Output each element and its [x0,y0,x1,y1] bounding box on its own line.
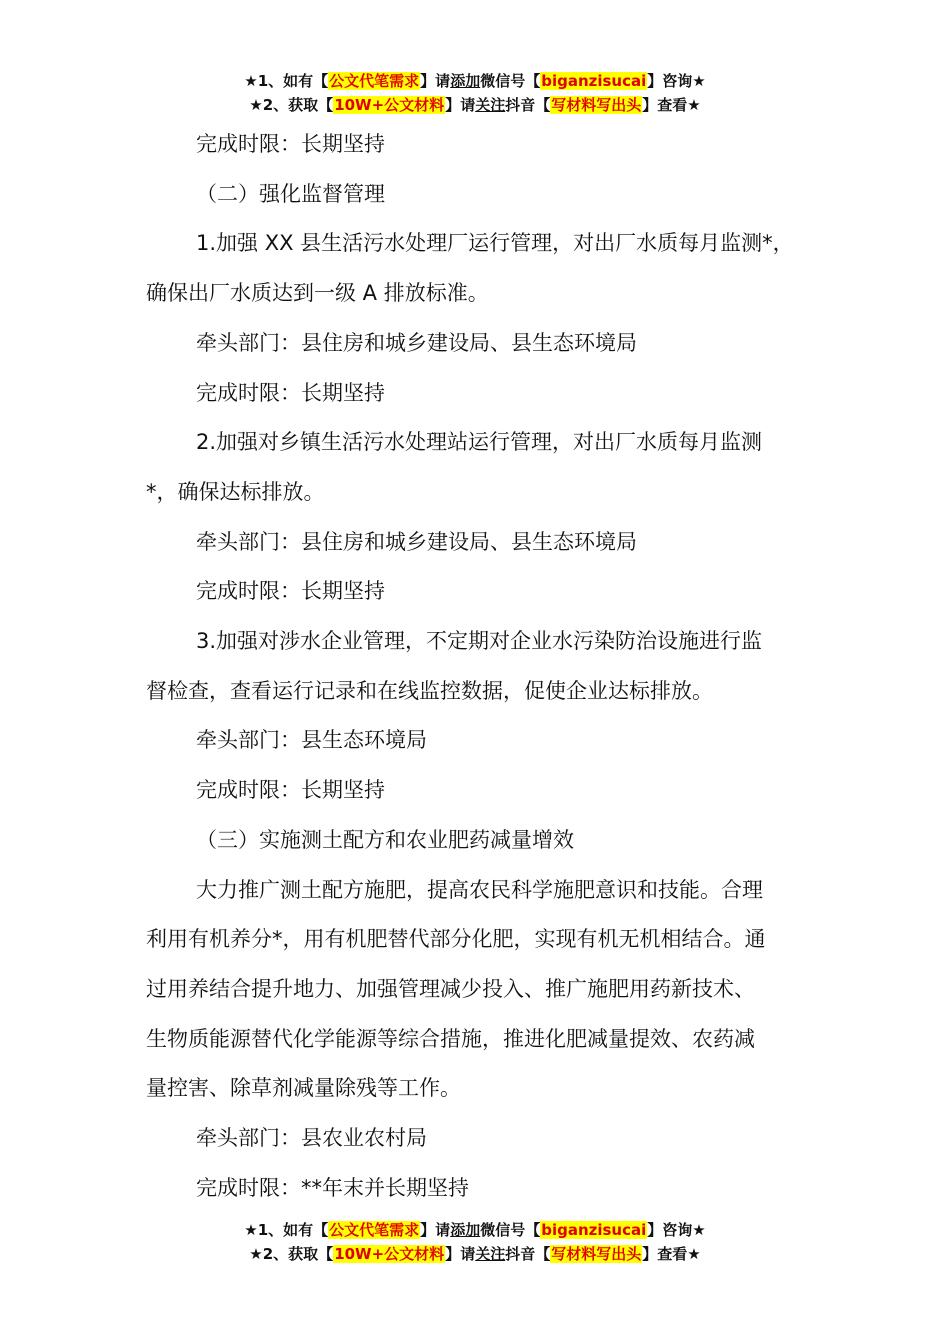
wechat-id: biganzisucai [541,72,647,90]
paragraph: 督检查，查看运行记录和在线监控数据，促使企业达标排放。 [146,678,713,703]
douyin-account: 写材料写出头 [551,96,642,114]
section-heading: （二）强化监督管理 [196,181,385,206]
banner-line-2: ★2、获取【10W+公文材料】请关注抖音【写材料写出头】查看★ [249,1245,701,1263]
section-heading: （三）实施测土配方和农业肥药减量增效 [196,827,574,852]
paragraph: 完成时限：长期坚持 [196,579,385,604]
wechat-id: biganzisucai [541,1221,647,1239]
paragraph: 完成时限：**年末并长期坚持 [196,1175,469,1200]
paragraph: 牵头部门：县生态环境局 [196,728,427,753]
document-body [146,120,836,1213]
highlight-text: 10W+公文材料 [334,1245,445,1263]
highlight-text: 公文代笔需求 [329,1221,420,1239]
paragraph: 完成时限：长期坚持 [196,380,385,405]
paragraph: 2.加强对乡镇生活污水处理站运行管理，对出厂水质每月监测 [196,430,763,455]
paragraph: 牵头部门：县农业农村局 [196,1126,427,1151]
banner-line-1: ★1、如有【公文代笔需求】请添加微信号【biganzisucai】咨询★ [244,72,706,90]
paragraph: 完成时限：长期坚持 [196,778,385,803]
paragraph: 完成时限：长期坚持 [196,132,385,156]
paragraph: 生物质能源替代化学能源等综合措施，推进化肥减量提效、农药减 [146,1026,755,1051]
paragraph: 牵头部门：县住房和城乡建设局、县生态环境局 [196,529,637,554]
paragraph: 1.加强 XX 县生活污水处理厂运行管理，对出厂水质每月监测*， [196,231,794,256]
paragraph: 3.加强对涉水企业管理，不定期对企业水污染防治设施进行监 [196,629,763,654]
paragraph: 过用养结合提升地力、加强管理减少投入、推广施肥用药新技术、 [146,976,755,1001]
paragraph: 量控害、除草剂减量除残等工作。 [146,1076,461,1101]
paragraph: 利用有机养分*，用有机肥替代部分化肥，实现有机无机相结合。通 [146,927,766,952]
highlight-text: 10W+公文材料 [334,96,445,114]
paragraph: 牵头部门：县住房和城乡建设局、县生态环境局 [196,330,637,355]
highlight-text: 公文代笔需求 [329,72,420,90]
paragraph: 确保出厂水质达到一级 A 排放标准。 [146,281,489,306]
banner-line-2: ★2、获取【10W+公文材料】请关注抖音【写材料写出头】查看★ [249,96,701,114]
paragraph: 大力推广测土配方施肥，提高农民科学施肥意识和技能。合理 [196,877,763,902]
douyin-account: 写材料写出头 [551,1245,642,1263]
banner-line-1: ★1、如有【公文代笔需求】请添加微信号【biganzisucai】咨询★ [244,1221,706,1239]
paragraph: *，确保达标排放。 [146,479,325,504]
footer-banner [0,1218,950,1266]
header-banner [0,69,950,117]
